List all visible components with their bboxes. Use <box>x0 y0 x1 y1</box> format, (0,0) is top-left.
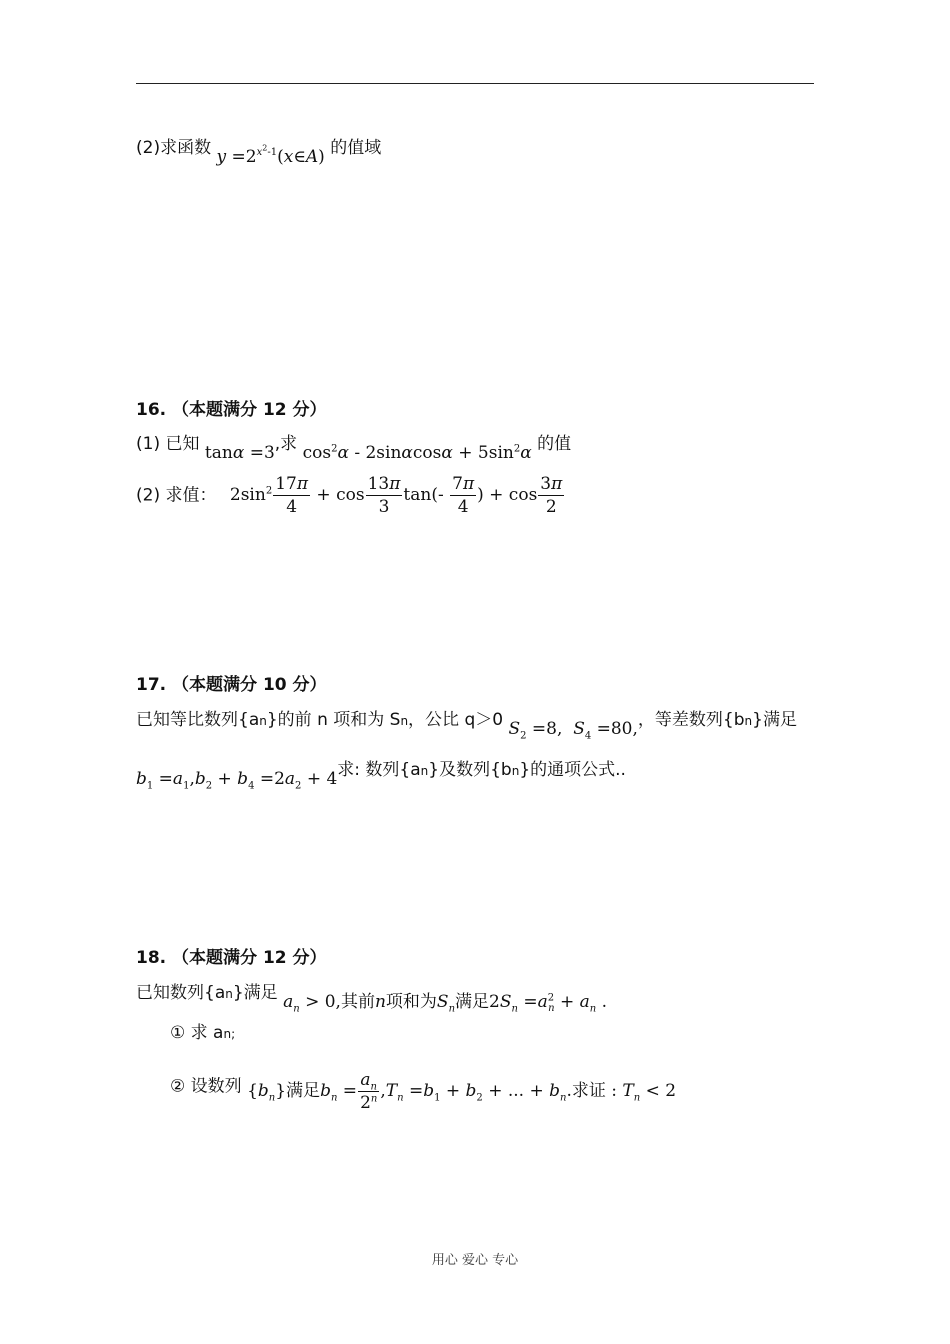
q17-text-d: ，等差数列{b <box>637 710 745 730</box>
q18-line1: 已知数列{an}满足 $a_n > 0$,其前n项和为$S_n$满足$2S_n =a^2_n + a_n$ . <box>136 983 608 1015</box>
q18-text-a: 已知数列{a <box>136 983 226 1003</box>
q18-item1-tail: ; <box>231 1027 236 1041</box>
q16-part1 <box>136 424 571 464</box>
q17-text-b: }的前 n 项和为 S <box>266 710 401 730</box>
q16-part1-tail: 的值 <box>537 434 572 454</box>
header-rule <box>136 83 814 84</box>
q16-part2 <box>136 474 565 517</box>
q15-part2-tail: 的值域 <box>330 138 382 158</box>
q15-part2-label: (2)求函数 <box>136 138 212 158</box>
q18-item2-text: ② 设数列 <box>170 1076 242 1097</box>
q16-heading: 16. （本题满分 12 分） <box>136 400 327 420</box>
formula-evaluate: $2\sin^2$ $\frac{17\pi}{4}$ + cos $\frac{13\pi}{3}$ tan(- $\frac{7\pi}{4}$ ) + cos $\frac{3\pi}{2}$ <box>229 474 563 517</box>
q16-part1-label: (1) 已知 <box>136 434 200 454</box>
formula-tan-alpha: tanα =3 <box>204 443 275 463</box>
q17-text-g: }及数列{b <box>428 760 512 780</box>
q18-item1: ① 求 an; <box>170 1023 236 1043</box>
page-footer: 用心 爱心 专心 <box>431 1253 519 1268</box>
formula-y-equals: $y =2^{x^2-1}(x\in A)$ <box>216 144 325 167</box>
formula-b-relations: $b_1 =a_1,b_2 + b_4 =2a_2 + 4$ <box>136 769 338 792</box>
q17-line1: 已知等比数列{an}的前 n 项和为 Sn，公比 q＞0 $S_2 =8$, $S_4 =80$,，等差数列{bn}满足 <box>136 710 797 742</box>
q17-heading: 17. （本题满分 10 分） <box>136 675 327 695</box>
q17-text-a: 已知等比数列{a <box>136 710 260 730</box>
q18-heading: 18. （本题满分 12 分） <box>136 948 327 968</box>
q16-part1-mid: ,求 <box>274 434 298 454</box>
formula-bn-tn: $\{b_n\}$满足$b_n$ = $\frac{a_n}{2^n}$ $,T_n =b_1 + b_2$ + ... + $b_n$.求证 : $T_n < 2$ <box>247 1070 677 1113</box>
formula-trig-expression: $\cos^2\alpha - 2\sin\alpha\cos\alpha + 5\sin^2\alpha$ <box>302 443 532 463</box>
q17-text-f: 求: 数列{a <box>337 760 421 780</box>
q17-text-e: }满足 <box>752 710 797 730</box>
formula-an-condition: $a_n > 0$,其前n项和为$S_n$满足$2S_n =a^2_n + a_n$ . <box>283 992 608 1015</box>
q17-text-c: ，公比 q＞0 <box>408 710 504 730</box>
q18-item2 <box>170 1060 676 1113</box>
q15-part2 <box>136 128 381 168</box>
q18-text-b: }满足 <box>232 983 278 1003</box>
q17-line2: $b_1 =a_1,b_2 + b_4 =2a_2 + 4$求: 数列{an}及数列{bn}的通项公式.. <box>136 760 626 792</box>
formula-s2-s4: $S_2 =8$, $S_4 =80$, <box>508 719 638 742</box>
q17-text-h: }的通项公式.. <box>519 760 626 780</box>
q18-item1-text: ① 求 a <box>170 1023 224 1043</box>
q16-part2-label: (2) 求值： <box>136 485 217 506</box>
